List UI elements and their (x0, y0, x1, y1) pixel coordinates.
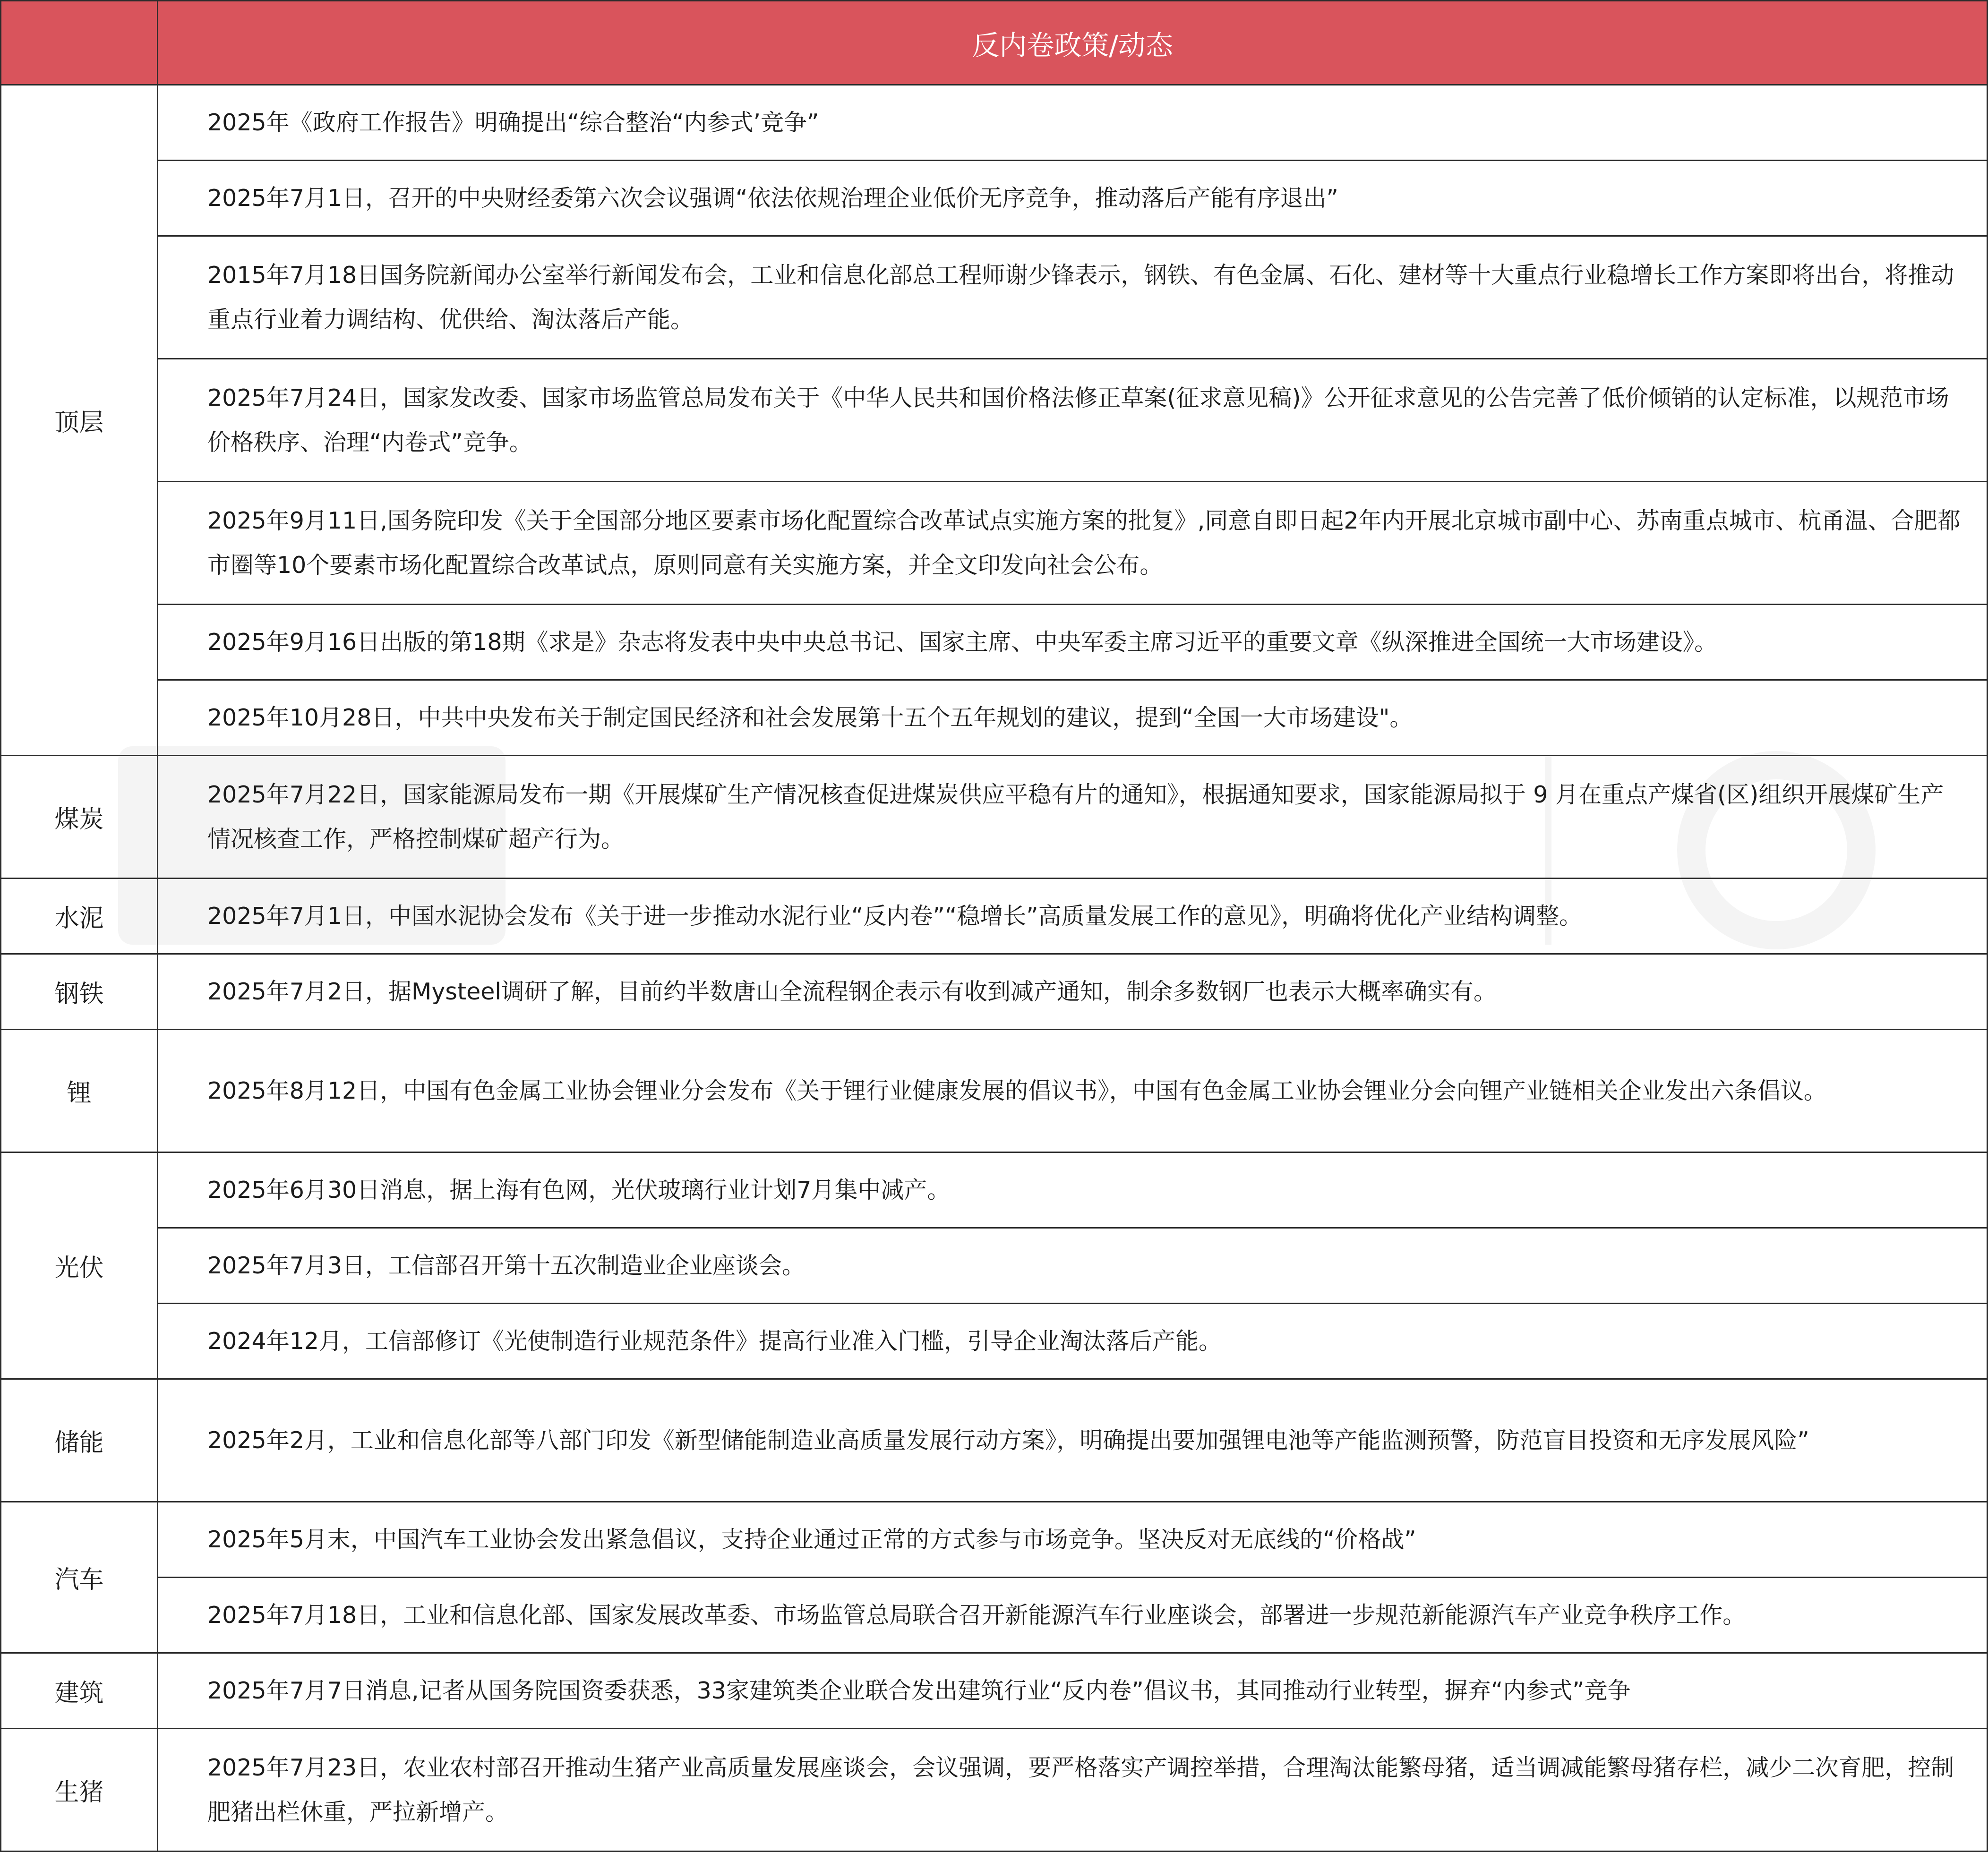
policy-item: 2024年12月，工信部修订《光使制造行业规范条件》提高行业准入门槛，引导企业淘汰落后产能。 (158, 1304, 1988, 1379)
table-row (1, 161, 1988, 236)
policy-item: 2025年7月2日，据Mysteel调研了解，目前约半数唐山全流程钢企表示有收到减产通知，制余多数钢厂也表示大概率确实有。 (158, 954, 1988, 1030)
policy-item: 2025年7月23日，农业农村部召开推动生猪产业高质量发展座谈会，会议强调，要严格落实产调控举措，合理淘汰能繁母猪，适当调减能繁母猪存栏，减少二次育肥，控制肥猪出栏休重，严拉新增产。 (158, 1729, 1988, 1852)
policy-item: 2025年2月，工业和信息化部等八部门印发《新型储能制造业高质量发展行动方案》，明确提出要加强锂电池等产能监测预警，防范盲目投资和无序发展风险” (158, 1379, 1988, 1502)
policy-item: 2015年7月18日国务院新闻办公室举行新闻发布会，工业和信息化部总工程师谢少锋表示，钢铁、有色金属、石化、建材等十大重点行业稳增长工作方案即将出台，将推动重点行业着力调结构、优供给、淘汰落后产能。 (158, 236, 1988, 359)
sector-label: 光伏 (1, 1152, 158, 1379)
policy-item: 2025年5月末，中国汽车工业协会发出紧急倡议，支持企业通过正常的方式参与市场竞争。坚决反对无底线的“价格战” (158, 1502, 1988, 1578)
sector-label: 汽车 (1, 1502, 158, 1653)
policy-item: 2025年10月28日，中共中央发布关于制定国民经济和社会发展第十五个五年规划的建议，提到“全国一大市场建设"。 (158, 680, 1988, 756)
table-row (1, 359, 1988, 482)
table-row (1, 1502, 1988, 1578)
policy-item: 2025年7月3日，工信部召开第十五次制造业企业座谈会。 (158, 1228, 1988, 1304)
policy-item: 2025年7月22日，国家能源局发布一期《开展煤矿生产情况核查促进煤炭供应平稳有片的通知》，根据通知要求，国家能源局拟于 9 月在重点产煤省(区)组织开展煤矿生产情况核查工作，严格控制煤矿超产行为。 (158, 756, 1988, 879)
table-row (1, 605, 1988, 680)
table-row (1, 1729, 1988, 1852)
table-row (1, 85, 1988, 161)
policy-item: 2025年7月18日，工业和信息化部、国家发展改革委、市场监管总局联合召开新能源汽车行业座谈会，部署进一步规范新能源汽车产业竞争秩序工作。 (158, 1578, 1988, 1653)
sector-label: 水泥 (1, 879, 158, 954)
policy-item: 2025年7月1日，召开的中央财经委第六次会议强调“依法依规治理企业低价无序竞争，推动落后产能有序退出” (158, 161, 1988, 236)
sector-label: 建筑 (1, 1653, 158, 1729)
table-row (1, 482, 1988, 605)
table-row (1, 1228, 1988, 1304)
table-row (1, 1653, 1988, 1729)
sector-label: 生猪 (1, 1729, 158, 1852)
table-row (1, 756, 1988, 879)
header-title: 反内卷政策/动态 (158, 1, 1988, 85)
table-row (1, 236, 1988, 359)
policy-item: 2025年8月12日，中国有色金属工业协会锂业分会发布《关于锂行业健康发展的倡议书》，中国有色金属工业协会锂业分会向锂产业链相关企业发出六条倡议。 (158, 1030, 1988, 1152)
policy-item: 2025年7月1日，中国水泥协会发布《关于进一步推动水泥行业“反内卷”“稳增长”高质量发展工作的意见》，明确将优化产业结构调整。 (158, 879, 1988, 954)
policy-item: 2025年9月16日出版的第18期《求是》杂志将发表中央中央总书记、国家主席、中央军委主席习近平的重要文章《纵深推进全国统一大市场建设》。 (158, 605, 1988, 680)
sector-label: 煤炭 (1, 756, 158, 879)
policy-item: 2025年9月11日,国务院印发《关于全国部分地区要素市场化配置综合改革试点实施方案的批复》,同意自即日起2年内开展北京城市副中心、苏南重点城市、杭甬温、合肥都市圈等10个要素市场化配置综合改革试点，原则同意有关实施方案，并全文印发向社会公布。 (158, 482, 1988, 605)
sector-label: 锂 (1, 1030, 158, 1152)
table-row (1, 1030, 1988, 1152)
table-row (1, 1304, 1988, 1379)
header-corner-cell (1, 1, 158, 85)
table-row (1, 954, 1988, 1030)
sector-label: 储能 (1, 1379, 158, 1502)
policy-item: 2025年6月30日消息，据上海有色网，光伏玻璃行业计划7月集中减产。 (158, 1152, 1988, 1228)
table-row (1, 1152, 1988, 1228)
sector-label: 顶层 (1, 85, 158, 756)
policy-item: 2025年7月24日，国家发改委、国家市场监管总局发布关于《中华人民共和国价格法修正草案(征求意见稿)》公开征求意见的公告完善了低价倾销的认定标准，以规范市场价格秩序、治理“内卷式”竞争。 (158, 359, 1988, 482)
table-row (1, 1578, 1988, 1653)
header-row (1, 1, 1988, 85)
table-row (1, 1379, 1988, 1502)
table-row (1, 879, 1988, 954)
table-row (1, 680, 1988, 756)
policy-item: 2025年7月7日消息,记者从国务院国资委获悉，33家建筑类企业联合发出建筑行业“反内卷”倡议书，其同推动行业转型，摒弃“内参式”竞争 (158, 1653, 1988, 1729)
sector-label: 钢铁 (1, 954, 158, 1030)
policy-item: 2025年《政府工作报告》明确提出“综合整治“内参式’竞争” (158, 85, 1988, 161)
